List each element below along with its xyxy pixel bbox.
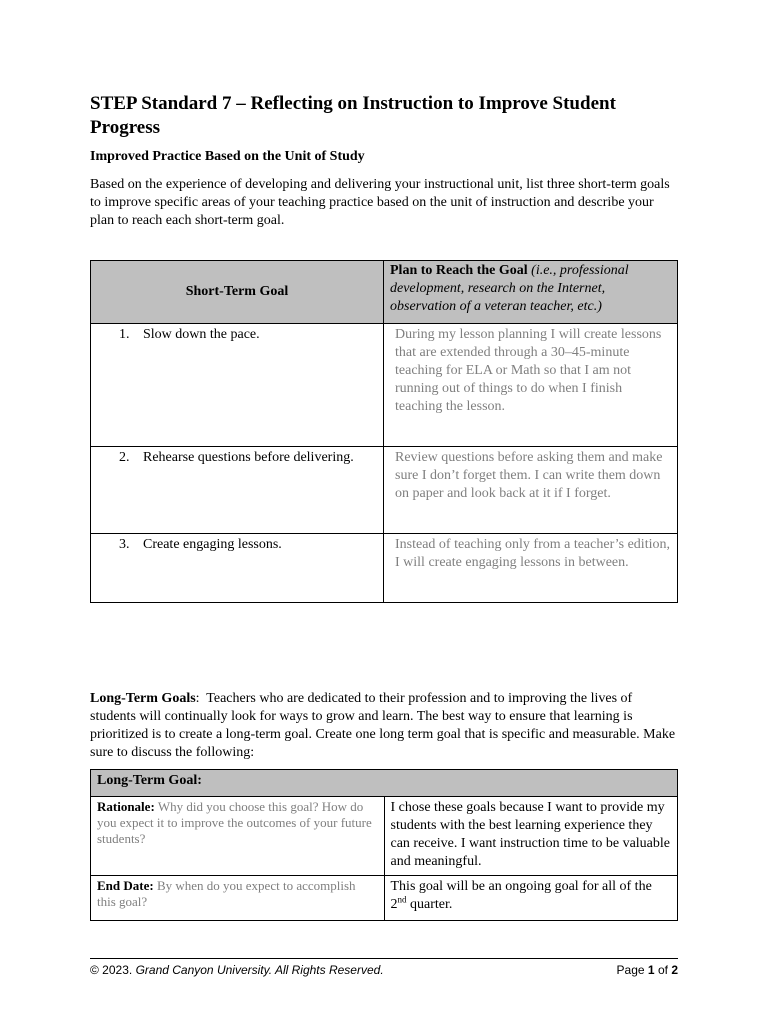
goal-text: Rehearse questions before delivering. <box>143 450 354 465</box>
rationale-row <box>91 797 678 876</box>
short-term-goal-header: Short-Term Goal <box>91 261 384 324</box>
plan-header-hint: (i.e., professional development, research on the Internet, observation of a veteran teacher, etc.) <box>390 263 629 314</box>
goal-cell[interactable] <box>91 534 384 603</box>
ordinal-suffix: nd <box>397 894 407 905</box>
end-date-answer-cell[interactable] <box>384 876 678 921</box>
end-date-row <box>91 876 678 921</box>
table-row <box>91 447 678 534</box>
plan-header <box>384 261 678 324</box>
goal-number: 3. <box>119 537 130 552</box>
end-date-label: End Date: <box>97 878 154 893</box>
page-word: Page <box>616 963 645 977</box>
goal-cell[interactable] <box>91 324 384 447</box>
table-header-row <box>91 261 678 324</box>
goal-number: 1. <box>119 327 130 342</box>
goal-cell[interactable] <box>91 447 384 534</box>
goal-text: Slow down the pace. <box>143 327 260 342</box>
plan-header-label: Plan to Reach the Goal <box>390 263 528 278</box>
end-date-prompt-cell <box>91 876 385 921</box>
end-date-prompt: By when do you expect to accomplish this goal? <box>97 878 356 909</box>
rationale-label: Rationale <box>97 799 151 814</box>
plan-cell[interactable]: During my lesson planning I will create lessons that are extended through a 30–45-minute teaching for ELA or Math so that I am not running out of things to do when I finish teaching the lesson. <box>384 324 678 447</box>
long-term-goal-header: Long-Term Goal: <box>91 770 678 797</box>
intro-paragraph: Based on the experience of developing and delivering your instructional unit, list three short-term goals to improve specific areas of your teaching practice based on the unit of instruction and describe your plan to reach each short-term goal. <box>90 177 670 228</box>
copyright-text: Grand Canyon University. All Rights Reserved. <box>135 963 384 977</box>
goal-text: Create engaging lessons. <box>143 537 282 552</box>
long-term-intro-text: Teachers who are dedicated to their profession and to improving the lives of students will continually look for ways to grow and learn. The best way to ensure that learning is prioritized is to create a long-term goal. Create one long term goal that is specific and measurable. Make sure to discuss the following: <box>90 691 676 760</box>
plan-cell[interactable]: Review questions before asking them and make sure I don’t forget them. I can write them down on paper and look back at it if I forget. <box>384 447 678 534</box>
rationale-answer-cell[interactable]: I chose these goals because I want to provide my students with the best learning experience they can receive. I want instruction time to be valuable and meaningful. <box>384 797 678 876</box>
page-total: 2 <box>671 963 678 977</box>
long-term-label: Long-Term Goals <box>90 691 196 706</box>
copyright-notice <box>90 963 384 977</box>
page-current: 1 <box>647 963 655 977</box>
end-date-answer-start: This goal will be an ongoing goal for all of the 2 <box>390 879 652 912</box>
table-row <box>91 534 678 603</box>
rationale-prompt: Why did you choose this goal? How do you expect it to improve the outcomes of your future students? <box>97 799 372 846</box>
page-of: of <box>657 963 668 977</box>
rationale-prompt-cell: Rationale: Why did you choose this goal? How do you expect it to improve the outcomes of your future students? <box>91 797 385 876</box>
table-header-row <box>91 770 678 797</box>
copyright-year: © 2023. <box>90 963 133 977</box>
goal-number: 2. <box>119 450 130 465</box>
plan-cell[interactable]: Instead of teaching only from a teacher’s edition, I will create engaging lessons in between. <box>384 534 678 603</box>
document-title: STEP Standard 7 – Reflecting on Instruction to Improve Student Progress <box>90 93 616 138</box>
table-row <box>91 324 678 447</box>
long-term-goal-table <box>90 769 678 921</box>
short-term-goals-table <box>90 260 678 603</box>
page-footer <box>90 958 678 977</box>
section-subheading: Improved Practice Based on the Unit of Study <box>90 149 365 164</box>
page-number <box>617 963 678 977</box>
document-body <box>90 92 678 230</box>
end-date-answer-end: quarter. <box>406 897 453 912</box>
long-term-intro-paragraph: Long-Term Goals: Teachers who are dedicated to their profession and to improving the lives of students will continually look for ways to grow and learn. The best way to ensure that learning is prioritized is to create a long-term goal. Create one long term goal that is specific and measurable. Make sure to discuss the following: <box>90 691 676 760</box>
